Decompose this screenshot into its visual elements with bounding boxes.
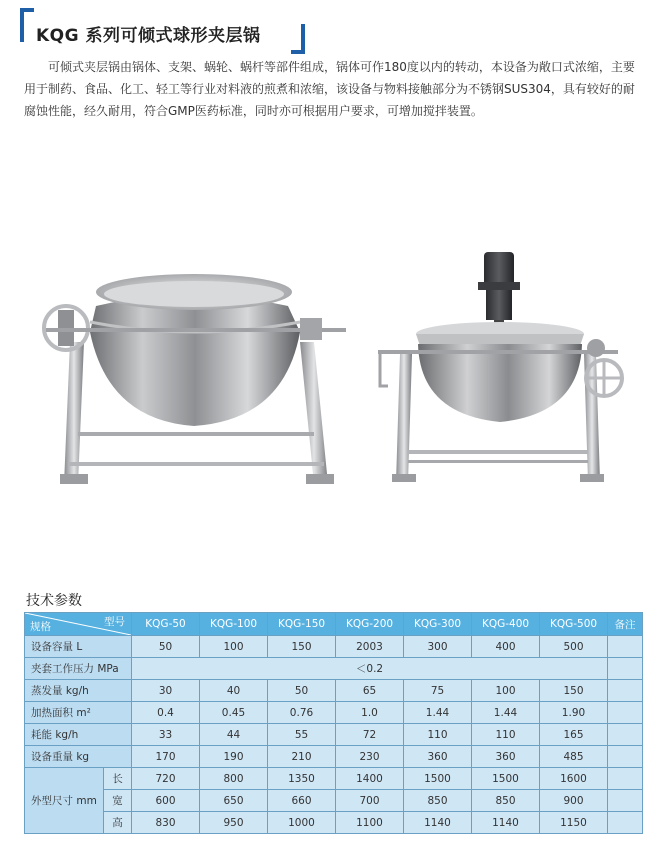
table-cell: 40 xyxy=(200,680,268,702)
table-cell: 850 xyxy=(472,790,540,812)
table-row xyxy=(25,680,643,702)
stirrer-kettle-photo xyxy=(374,246,636,492)
remark-cell xyxy=(608,746,643,768)
table-cell: 50 xyxy=(268,680,336,702)
table-cell: 1400 xyxy=(336,768,404,790)
table-row xyxy=(25,702,643,724)
table-cell: 1600 xyxy=(540,768,608,790)
row-label: 蒸发量 kg/h xyxy=(25,680,132,702)
table-cell: 72 xyxy=(336,724,404,746)
table-cell: 44 xyxy=(200,724,268,746)
corner-label-model: 型号 xyxy=(104,616,125,628)
corner-label-spec: 规格 xyxy=(30,621,51,633)
table-cell: 650 xyxy=(200,790,268,812)
table-cell: 1100 xyxy=(336,812,404,834)
table-cell: 0.4 xyxy=(132,702,200,724)
sub-label: 高 xyxy=(104,812,132,834)
table-row xyxy=(25,790,643,812)
table-cell: 30 xyxy=(132,680,200,702)
model-header: KQG-100 xyxy=(200,613,268,636)
table-cell: 100 xyxy=(472,680,540,702)
open-kettle-photo xyxy=(38,262,350,494)
table-cell: 1500 xyxy=(404,768,472,790)
table-cell: 700 xyxy=(336,790,404,812)
table-cell: 0.76 xyxy=(268,702,336,724)
corner-header-cell xyxy=(25,613,132,636)
title-bracket-right xyxy=(291,24,305,54)
table-cell: 1.44 xyxy=(404,702,472,724)
table-cell: 1000 xyxy=(268,812,336,834)
table-cell: 55 xyxy=(268,724,336,746)
remark-cell xyxy=(608,724,643,746)
table-cell: 110 xyxy=(404,724,472,746)
spec-table xyxy=(24,612,643,834)
table-cell: 1140 xyxy=(472,812,540,834)
table-cell: 800 xyxy=(200,768,268,790)
table-row xyxy=(25,768,643,790)
page-title: KQG 系列可倾式球形夹层锅 xyxy=(36,26,261,46)
table-cell: 950 xyxy=(200,812,268,834)
table-cell: 300 xyxy=(404,636,472,658)
remark-cell xyxy=(608,636,643,658)
row-label: 设备容量 L xyxy=(25,636,132,658)
table-cell: 165 xyxy=(540,724,608,746)
table-row xyxy=(25,812,643,834)
merged-cell: ＜0.2 xyxy=(132,658,608,680)
table-header-row xyxy=(25,613,643,636)
table-cell: 230 xyxy=(336,746,404,768)
table-cell: 1.0 xyxy=(336,702,404,724)
table-cell: 485 xyxy=(540,746,608,768)
table-cell: 110 xyxy=(472,724,540,746)
remark-cell xyxy=(608,658,643,680)
table-cell: 400 xyxy=(472,636,540,658)
table-cell: 1.44 xyxy=(472,702,540,724)
row-label: 耗能 kg/h xyxy=(25,724,132,746)
table-cell: 33 xyxy=(132,724,200,746)
table-cell: 65 xyxy=(336,680,404,702)
remark-header: 备注 xyxy=(608,613,643,636)
row-label: 外型尺寸 mm xyxy=(25,768,104,834)
model-header: KQG-150 xyxy=(268,613,336,636)
remark-cell xyxy=(608,702,643,724)
table-row xyxy=(25,724,643,746)
table-cell: 850 xyxy=(404,790,472,812)
table-cell: 50 xyxy=(132,636,200,658)
title-block xyxy=(20,8,305,54)
table-row xyxy=(25,658,643,680)
table-cell: 500 xyxy=(540,636,608,658)
model-header: KQG-400 xyxy=(472,613,540,636)
table-cell: 2003 xyxy=(336,636,404,658)
remark-cell xyxy=(608,790,643,812)
table-cell: 360 xyxy=(404,746,472,768)
row-label: 加热面积 m² xyxy=(25,702,132,724)
specs-title: 技术参数 xyxy=(26,593,82,609)
table-cell: 1500 xyxy=(472,768,540,790)
table-cell: 1150 xyxy=(540,812,608,834)
table-row xyxy=(25,636,643,658)
table-cell: 75 xyxy=(404,680,472,702)
table-cell: 600 xyxy=(132,790,200,812)
table-cell: 0.45 xyxy=(200,702,268,724)
model-header: KQG-200 xyxy=(336,613,404,636)
row-label: 夹套工作压力 MPa xyxy=(25,658,132,680)
table-cell: 360 xyxy=(472,746,540,768)
table-row xyxy=(25,746,643,768)
table-cell: 190 xyxy=(200,746,268,768)
remark-cell xyxy=(608,812,643,834)
table-cell: 900 xyxy=(540,790,608,812)
title-bracket-left xyxy=(20,8,34,42)
table-cell: 1350 xyxy=(268,768,336,790)
table-cell: 170 xyxy=(132,746,200,768)
model-header: KQG-50 xyxy=(132,613,200,636)
sub-label: 长 xyxy=(104,768,132,790)
table-cell: 720 xyxy=(132,768,200,790)
remark-cell xyxy=(608,768,643,790)
sub-label: 宽 xyxy=(104,790,132,812)
table-cell: 1.90 xyxy=(540,702,608,724)
row-label: 设备重量 kg xyxy=(25,746,132,768)
table-cell: 1140 xyxy=(404,812,472,834)
table-cell: 150 xyxy=(268,636,336,658)
table-cell: 210 xyxy=(268,746,336,768)
model-header: KQG-300 xyxy=(404,613,472,636)
table-cell: 150 xyxy=(540,680,608,702)
table-cell: 100 xyxy=(200,636,268,658)
model-header: KQG-500 xyxy=(540,613,608,636)
table-cell: 830 xyxy=(132,812,200,834)
intro-paragraph: 可倾式夹层锅由锅体、支架、蜗轮、蜗杆等部件组成，锅体可作180度以内的转动，本设备为敞口式浓缩，主要用于制药、食品、化工、轻工等行业对料液的煎煮和浓缩，该设备与物料接触部分为不锈钢SUS304，具有较好的耐腐蚀性能，经久耐用，符合GMP医药标准，同时亦可根据用户要求，可增加搅拌装置。 xyxy=(24,60,635,118)
remark-cell xyxy=(608,680,643,702)
table-cell: 660 xyxy=(268,790,336,812)
